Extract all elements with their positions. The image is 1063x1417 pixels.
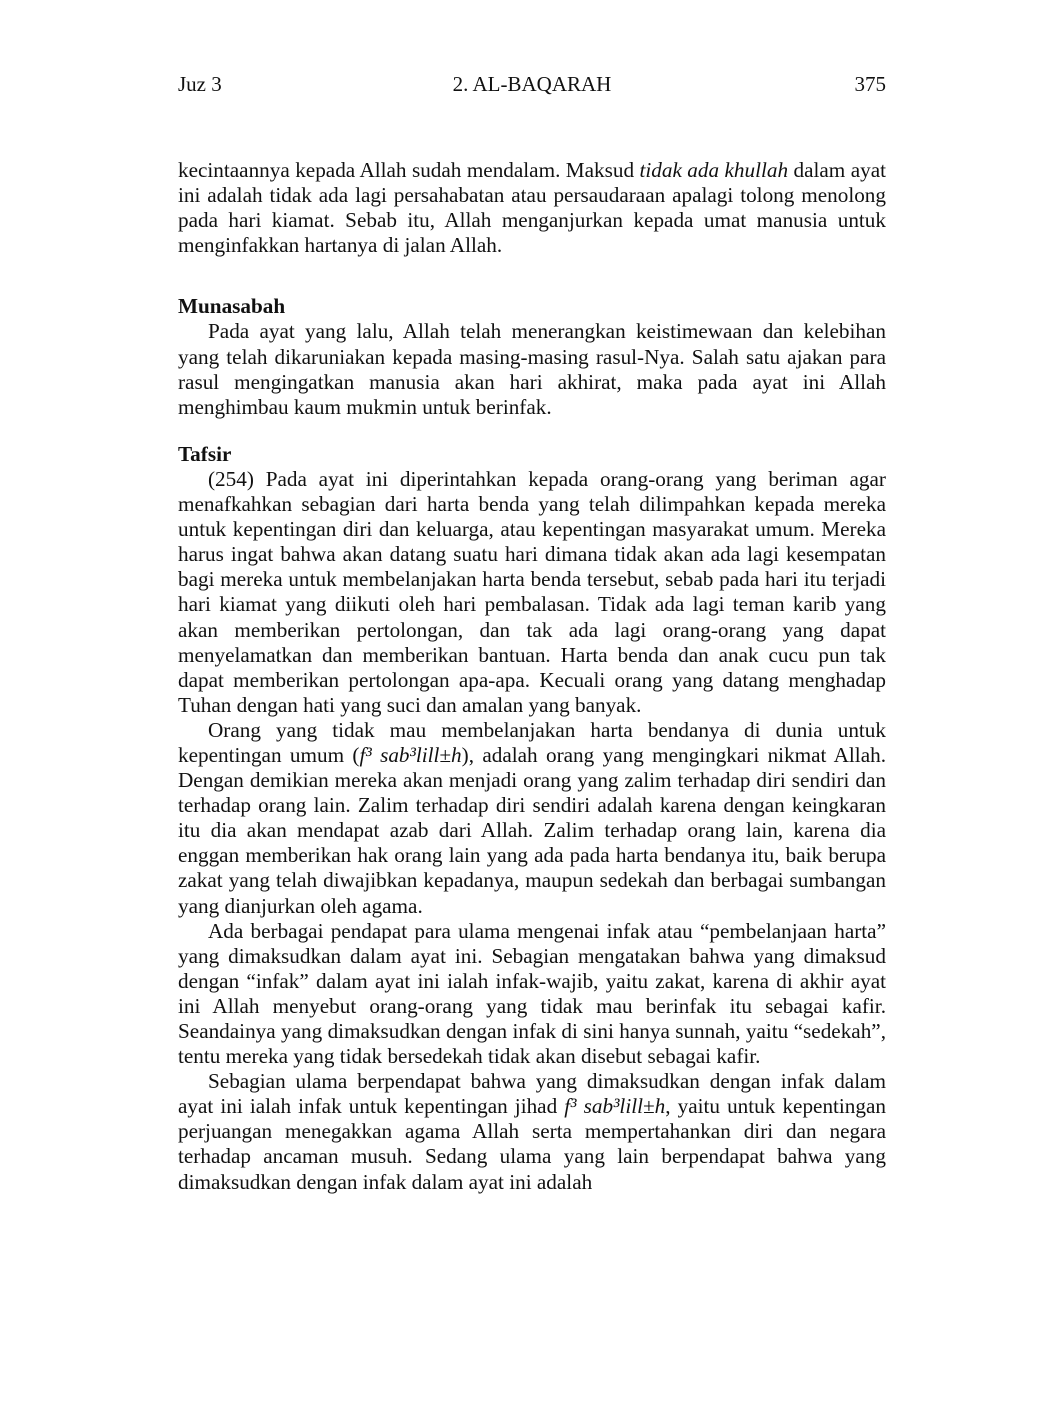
term-khullah: tidak ada khullah [639, 158, 789, 182]
intro-paragraph: kecintaannya kepada Allah sudah mendalam. Maksud tidak ada khullah dalam ayat ini adalah tidak ada lagi persahabatan atau persaudaraan apalagi tolong menolong pada hari kiamat. Sebab itu, Allah menganjurkan kepada umat manusia untuk menginfakkan hartanya di jalan Allah. [178, 158, 887, 258]
munasabah-paragraph: Pada ayat yang lalu, Allah telah menerangkan keistimewaan dan kelebihan yang telah dikaruniakan kepada masing-masing rasul-Nya. Salah satu ajakan para rasul mengingatkan manusia akan hari akhirat, maka pada ayat ini Allah menghimbau kaum mukmin untuk berinfak. [178, 319, 886, 419]
tafsir-paragraph-3: Ada berbagai pendapat para ulama mengenai infak atau “pembelanjaan harta” yang dimaksudkan dalam ayat ini. Sebagian mengatakan bahwa yang dimaksud dengan “infak” dalam ayat ini ialah infak-wajib, yaitu zakat, karena di akhir ayat ini Allah menyebut orang-orang yang tidak mau berinfak itu sebagai kafir. Seandainya yang dimaksudkan dengan infak di sini hanya sunnah, yaitu “sedekah”, tentu mereka yang tidak bersedekah tidak akan disebut sebagai kafir. [178, 918, 886, 1069]
juz-label: Juz 3 [178, 72, 222, 96]
running-header [178, 72, 886, 100]
tafsir-paragraph-2: Orang yang tidak mau membelanjakan harta bendanya di dunia untuk kepentingan umum (f³ sab³lill±h), adalah orang yang mengingkari nikmat Allah. Dengan demikian mereka akan menjadi orang yang zalim terhadap diri sendiri dan terhadap orang lain. Zalim terhadap diri sendiri adalah karena dengan keingkaran itu dia akan mendapat azab dari Allah. Zalim terhadap orang lain, karena dia enggan memberikan hak orang lain yang ada pada harta bendanya itu, baik berupa zakat yang telah diwajibkan kepadanya, maupun sedekah dan berbagai sumbangan yang dianjurkan oleh agama. [178, 717, 886, 918]
page-body [178, 158, 886, 1195]
tafsir-paragraph-4: Sebagian ulama berpendapat bahwa yang dimaksudkan dengan infak dalam ayat ini ialah infak untuk kepentingan jihad f³ sab³lill±h, yaitu untuk kepentingan perjuangan menegakkan agama Allah serta mempertahankan diri dan negara terhadap ancaman musuh. Sedang ulama yang lain berpendapat bahwa yang dimaksudkan dengan infak dalam ayat ini adalah [178, 1069, 886, 1194]
page-number: 375 [854, 72, 886, 96]
term-fi-sabilillah: f³ sab³lill±h [359, 742, 462, 767]
tafsir-heading: Tafsir [178, 441, 232, 466]
surah-title: 2. AL-BAQARAH [452, 72, 612, 96]
term-fi-sabilillah: f³ sab³lill±h [564, 1094, 666, 1119]
munasabah-heading: Munasabah [178, 294, 286, 319]
tafsir-paragraph-1: (254) Pada ayat ini diperintahkan kepada orang-orang yang beriman agar menafkahkan sebagian dari harta benda yang telah dilimpahkan kepada mereka untuk kepentingan diri dan keluarga, atau kepentingan masyarakat umum. Mereka harus ingat bahwa akan datang suatu hari dimana tidak akan ada lagi kesempatan bagi mereka untuk membelanjakan harta benda tersebut, sebab pada hari itu terjadi hari kiamat yang diikuti oleh hari pembalasan. Tidak ada lagi teman karib yang akan memberikan pertolongan, dan tak ada lagi orang-orang yang dapat menyelamatkan dan memberikan bantuan. Harta benda dan anak cucu pun tak dapat memberikan pertolongan apa-apa. Kecuali orang yang datang menghadap Tuhan dengan hati yang suci dan amalan yang banyak. [178, 466, 886, 717]
